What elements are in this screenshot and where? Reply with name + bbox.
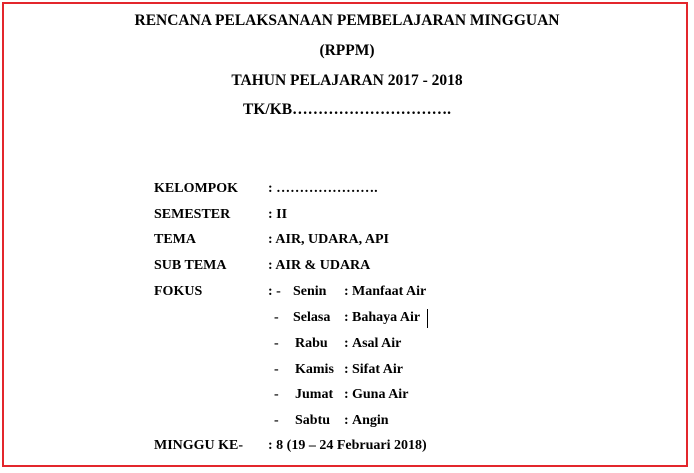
fokus-colon: : — [344, 284, 349, 299]
doc-title: RENCANA PELAKSANAAN PEMBELAJARAN MINGGUAN — [134, 12, 560, 29]
field-value: : 8 (19 – 24 Februari 2018) — [268, 438, 427, 453]
fokus-colon: : — [344, 310, 349, 325]
field-value: : AIR, UDARA, API — [268, 232, 389, 247]
fokus-topic: Asal Air — [352, 336, 402, 351]
fokus-day: Kamis — [295, 362, 334, 377]
fokus-dash: - — [274, 336, 279, 351]
fokus-colon: : — [344, 336, 349, 351]
field-label: SUB TEMA — [154, 258, 227, 273]
field-label: TEMA — [154, 232, 196, 247]
fokus-day: Senin — [293, 284, 327, 299]
fokus-dash: - — [274, 387, 279, 402]
text-cursor — [427, 309, 428, 328]
field-value: : AIR & UDARA — [268, 258, 371, 273]
doc-school-year: TAHUN PELAJARAN 2017 - 2018 — [231, 72, 463, 89]
fokus-topic: Guna Air — [352, 387, 409, 402]
fokus-topic: Angin — [352, 413, 389, 428]
field-label: SEMESTER — [154, 207, 231, 222]
fokus-dash: - — [274, 362, 279, 377]
fokus-dash: - — [274, 413, 279, 428]
fokus-colon: : — [344, 362, 349, 377]
fokus-day: Selasa — [293, 310, 331, 325]
field-value: : …………………. — [268, 181, 378, 196]
field-label: FOKUS — [154, 284, 203, 299]
fokus-colon: : — [344, 413, 349, 428]
fokus-topic: Manfaat Air — [352, 284, 427, 299]
fokus-dash: - — [274, 310, 279, 325]
fokus-colon: : — [344, 387, 349, 402]
fokus-day: Rabu — [295, 336, 328, 351]
doc-subtitle-rppm: (RPPM) — [319, 42, 375, 59]
fokus-prefix: : - — [268, 284, 281, 299]
fokus-topic: Bahaya Air — [352, 310, 421, 325]
fokus-topic: Sifat Air — [352, 362, 403, 377]
doc-school-name: TK/KB…………………………. — [243, 101, 451, 118]
field-label: MINGGU KE- — [154, 438, 244, 453]
field-label: KELOMPOK — [154, 181, 238, 196]
field-value: : II — [268, 207, 288, 222]
fokus-day: Sabtu — [295, 413, 331, 428]
fokus-day: Jumat — [295, 387, 334, 402]
